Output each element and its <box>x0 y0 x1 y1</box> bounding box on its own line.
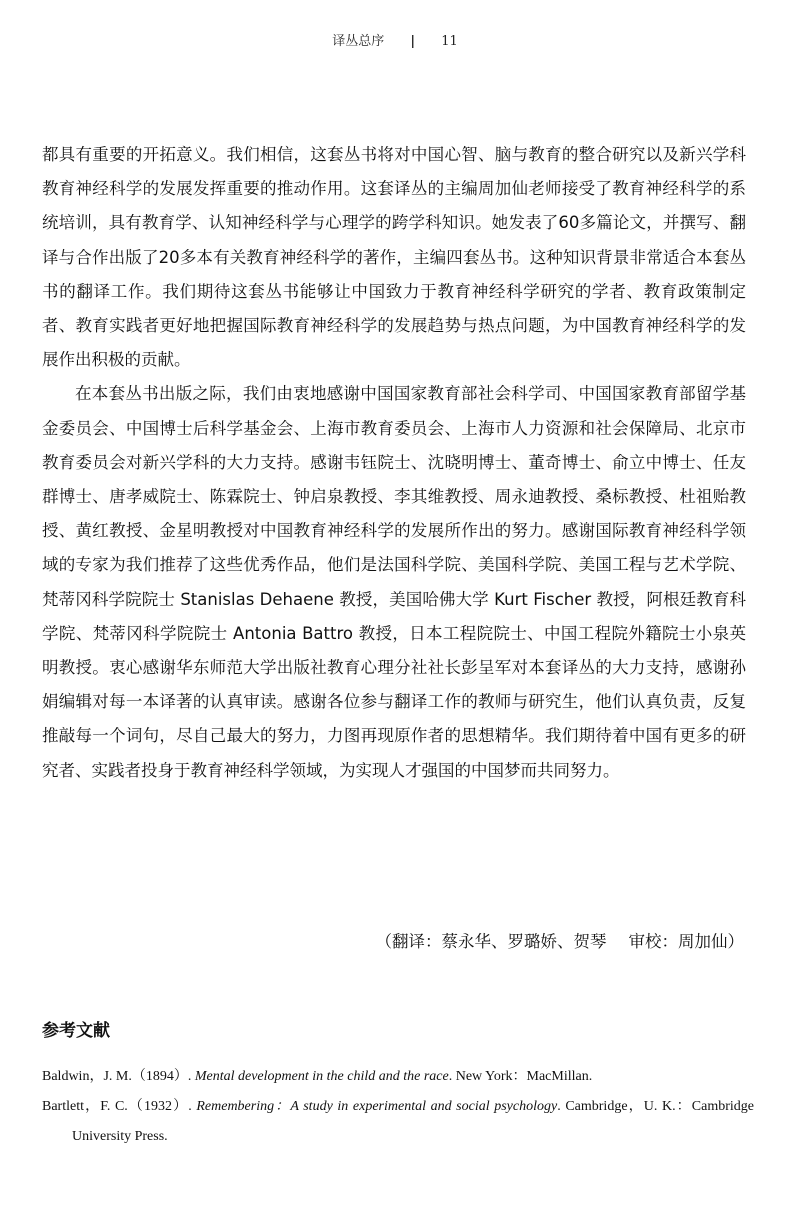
translation-credit <box>376 925 745 959</box>
reference-title: Mental development in the child and the race <box>194 1069 449 1084</box>
reference-author-year: Baldwin，J. M.（1894）. <box>42 1069 195 1084</box>
reference-publisher: . Cambridge，U. K.：Cambridge University Press. <box>72 1099 754 1144</box>
paragraph: 都具有重要的开拓意义。我们相信，这套丛书将对中国心智、脑与教育的整合研究以及新兴学科教育神经科学的发展发挥重要的推动作用。这套译丛的主编周加仙老师接受了教育神经科学的系统培训，具有教育学、认知神经科学与心理学的跨学科知识。她发表了60多篇论文，并撰写、翻译与合作出版了20多本有关教育神经科学的著作，主编四套丛书。这种知识背景非常适合本套丛书的翻译工作。我们期待这套丛书能够让中国致力于教育神经科学研究的学者、教育政策制定者、教育实践者更好地把握国际教育神经科学的发展趋势与热点问题，为中国教育神经科学的发展作出积极的贡献。 <box>42 145 746 370</box>
reference-item <box>42 1062 754 1092</box>
references-heading: 参考文献 <box>42 1021 110 1041</box>
body-text <box>42 138 746 788</box>
reference-title: Remembering：A study in experimental and social psychology <box>196 1099 558 1114</box>
reference-author-year: Bartlett，F. C.（1932）. <box>42 1099 197 1114</box>
credit-reviewer: 审校：周加仙） <box>628 932 744 951</box>
reference-list <box>42 1062 754 1152</box>
credit-translators: （翻译：蔡永华、罗璐娇、贺琴 <box>375 932 607 951</box>
reference-item <box>42 1092 754 1152</box>
paragraph: 在本套丛书出版之际，我们由衷地感谢中国国家教育部社会科学司、中国国家教育部留学基金委员会、中国博士后科学基金会、上海市教育委员会、上海市人力资源和社会保障局、北京市教育委员会对新兴学科的大力支持。感谢韦钰院士、沈晓明博士、董奇博士、俞立中博士、任友群博士、唐孝威院士、陈霖院士、钟启泉教授、李其维教授、周永迪教授、桑标教授、杜祖贻教授、黄红教授、金星明教授对中国教育神经科学的发展所作出的努力。感谢国际教育神经科学领域的专家为我们推荐了这些优秀作品，他们是法国科学院、美国科学院、美国工程与艺术学院、梵蒂冈科学院院士 Stanislas Dehaene 教授，美国哈佛大学 Kurt Fischer 教授，阿根廷教育科学院、梵蒂冈科学院院士 Antonia Battro 教授，日本工程院院士、中国工程院外籍院士小泉英明教授。衷心感谢华东师范大学出版社教育心理分社社长彭呈军对本套译丛的大力支持，感谢孙娟编辑对每一本译著的认真审读。感谢各位参与翻译工作的教师与研究生，他们认真负责，反复推敲每一个词句，尽自己最大的努力，力图再现原作者的思想精华。我们期待着中国有更多的研究者、实践者投身于教育神经科学领域，为实现人才强国的中国梦而共同努力。 <box>42 384 746 780</box>
reference-publisher: . New York：MacMillan. <box>448 1069 593 1084</box>
header-title: 译丛总序 <box>332 34 385 49</box>
running-header <box>0 30 790 49</box>
page-number: 11 <box>441 34 458 49</box>
header-separator: | <box>410 34 416 49</box>
